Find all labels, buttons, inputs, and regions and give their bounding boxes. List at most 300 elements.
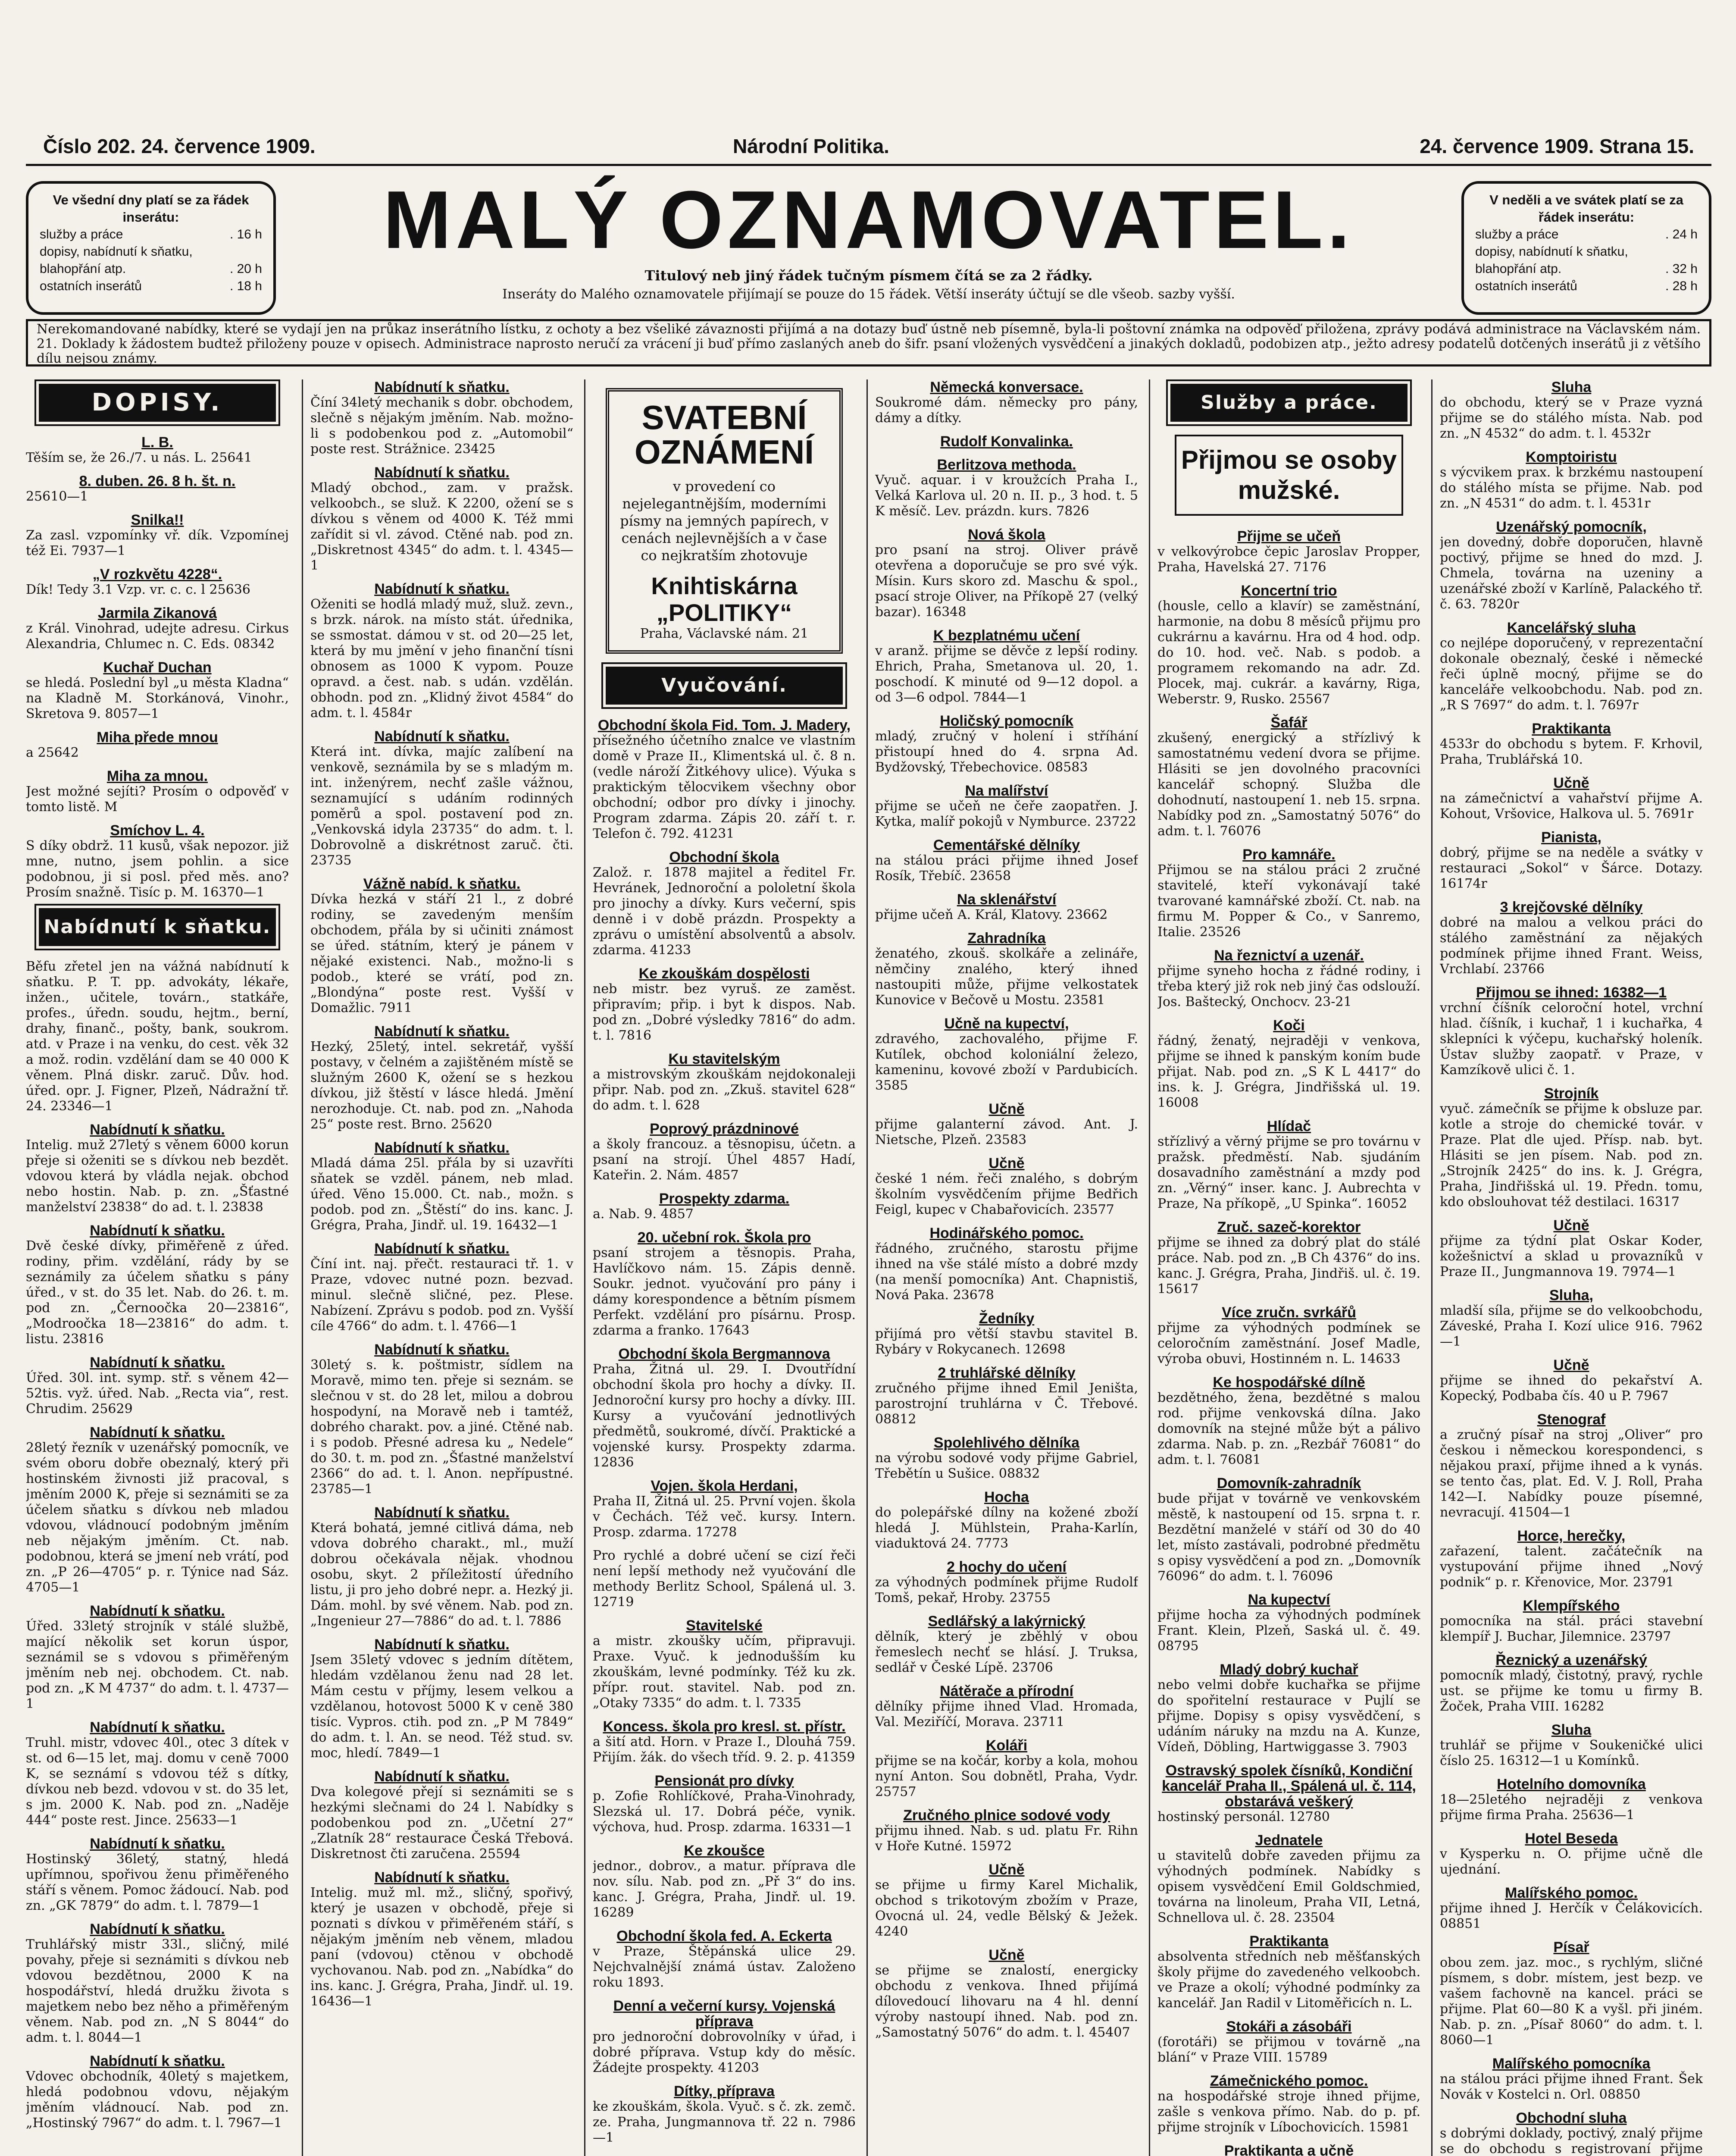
classified-ad bbox=[1157, 948, 1420, 1010]
ad-heading: Koncertní trio bbox=[1241, 583, 1337, 599]
price-item: ostatních inserátů bbox=[1475, 279, 1577, 293]
ad-heading: Přijme se učeň bbox=[1237, 528, 1341, 545]
section-header bbox=[26, 174, 1711, 367]
classified-ad bbox=[875, 1559, 1138, 1606]
ad-body: Dva kolegové přejí si seznámiti se s hezkými slečnami do 24 l. Nabídky s podobenkou pod zn. „Učetní 27“ „Zlatník 28“ restaurace Česká Třebová. Diskretnost čti zaručena. 25594 bbox=[310, 1784, 573, 1861]
classified-ad bbox=[26, 567, 289, 598]
classified-ad bbox=[1440, 620, 1703, 713]
classified-ad bbox=[310, 876, 573, 1016]
ad-body: Praha II, Žitná ul. 25. První vojen. škola v Čechách. Též več. kursy. Intern. Prosp. zdarma. 17278 bbox=[593, 1494, 856, 1540]
ad-body: co nejlépe doporučený, v reprezentační dokonale obeznalý, české i německé řeči úplně mocný, přijme se do kanceláře velkoobchodu. Nab. pod zn. „R S 7697“ do adm. t. l. 7697r bbox=[1440, 636, 1703, 713]
classified-ad bbox=[26, 768, 289, 815]
ad-heading: Sluha, bbox=[1549, 1287, 1594, 1304]
ad-body: dělníky přijme ihned Vlad. Hromada, Val. Meziříčí, Morava. 23711 bbox=[875, 1699, 1138, 1730]
classified-ad bbox=[1440, 1940, 1703, 2048]
ad-heading: Učně bbox=[1553, 775, 1589, 791]
ad-body: v Kysperku n. O. přijme učně dle ujednání. bbox=[1440, 1846, 1703, 1877]
ad-heading: Snilka!! bbox=[131, 512, 184, 528]
ad-body: u stavitelů dobře zaveden přijmu za výhodných podmínek. Nabídky s opisem vysvědčení Emil Goldschmied, továrna na linoleum, Praha VII, Letná, Schnellova ul. č. 28. 23504 bbox=[1157, 1848, 1420, 1925]
ad-body: 25610—1 bbox=[26, 489, 88, 504]
ad-heading: Vážně nabíd. k sňatku. bbox=[363, 876, 521, 892]
classified-ad bbox=[875, 892, 1138, 923]
ad-heading: Obchodní škola Bergmannova bbox=[618, 1346, 830, 1362]
ad-body: Běfu zřetel jen na vážná nabídnutí k sňatku. P. T. pp. advokáty, lékaře, inžen., učitele, továrn., statkáře, profes., úředn. soudu, hejtm., berní, drahy, finanč., pošty, bank, soukrom. atd. v Praze i na venku, do cest. věk 32 a mož. rodin. vzdělání dam se 40 000 K věnem. Plná diskr. zaruč. Dův. hod. úřed. opr. J. Figner, Plzeň, Nádražní tř. 24. 23346—1 bbox=[26, 959, 289, 1114]
ad-heading: Komptoiristu bbox=[1526, 449, 1617, 465]
price-row bbox=[1475, 243, 1698, 260]
ad-body: Za zasl. vzpomínky vř. dík. Vzpomínej též Ei. 7937—1 bbox=[26, 528, 289, 558]
ad-heading: Nabídnutí k sňatku. bbox=[90, 1424, 225, 1441]
classified-ad bbox=[1440, 1218, 1703, 1280]
ad-body: bude přijat v továrně ve venkovském městě, k nastoupení od 15. srpna t. r. Bezdětní manželé v stáří od 30 do 40 let, místo zastávali, podrobné předmětu s opisy vysvědčení a pod zn. „Domovník 76096“ do adm. t. l. 76096 bbox=[1157, 1491, 1420, 1584]
ad-body: přijme se na kočár, korby a kola, mohou nyní Anton. Sou dobnětl, Praha, Vydr. 25757 bbox=[875, 1753, 1138, 1799]
page-info: 24. července 1909. Strana 15. bbox=[1420, 135, 1694, 157]
price-item: blahopřání atp. bbox=[40, 262, 126, 276]
classified-ad bbox=[1440, 379, 1703, 442]
ad-heading: Hotel Beseda bbox=[1525, 1830, 1618, 1847]
classified-ad bbox=[26, 660, 289, 722]
price-box-title: Ve všední dny platí se za řádek inserátu: bbox=[53, 192, 249, 225]
ad-heading: Dítky, příprava bbox=[674, 2083, 775, 2100]
column-rule bbox=[1149, 379, 1150, 2156]
classified-ad bbox=[1157, 1476, 1420, 1584]
ad-heading: Učně na kupectví, bbox=[944, 1015, 1069, 1032]
ad-body: hostinský personál. 12780 bbox=[1157, 1809, 1330, 1824]
ad-body: 30letý s. k. poštmistr, sídlem na Moravě, mimo ten. přeje si seznám. se slečnou v st. do 28 let, milou a dobrou hospodyní, na Moravě neb i tamtéž, dobrého charakt. pov. a jiné. Ctěné nab. i s podob. Přesné adresa ku „ Nedele“ do 30. t. m. pod zn. „Šťastné manželství 2366“ do ad. t. l. Anon. nepřípustné. 23785—1 bbox=[310, 1357, 573, 1497]
ad-body: bezdětného, žena, bezdětné s malou rod. přijme venkovská dílna. Jako domovník na stejné může být a pálivo zdarma. Nab. p. zn. „Rezbář 76081“ do adm. t. l. 76081 bbox=[1157, 1390, 1420, 1467]
classified-ad bbox=[875, 931, 1138, 1008]
ad-body: pro jednoroční dobrovolníky v úřad, i dobré příprava. Vstup kdy do měsíc. Žádejte prospekty. 41203 bbox=[593, 2029, 856, 2075]
ad-body: na hospodářské stroje ihned přijme, zašle s venkova přímo. Nab. do p. pf. přijme strojník v Líbochovicích. 15981 bbox=[1157, 2089, 1420, 2135]
ad-body: pro psaní na stroj. Oliver právě otevřena a doporučuje se pro své výk. Mísin. Kurs skoro zd. Maschu & spol., psací stroje Oliver, na Příkopě 27 (velký bazar). 16348 bbox=[875, 542, 1138, 620]
ad-body: do polepářské dílny na kožené zboží hledá J. Mühlstein, Praha-Karlín, viaduktová 24. 7773 bbox=[875, 1505, 1138, 1551]
ad-heading: Zruč. sazeč-korektor bbox=[1217, 1219, 1361, 1235]
ad-body: přijme se ihned za dobrý plat do stálé práce. Nab. pod zn. „B Ch 4376“ do ins. kanc. J. Grégra, Praha, Jindřiš. ul. č. 19. 15617 bbox=[1157, 1235, 1420, 1297]
newspaper-page bbox=[26, 129, 1711, 2156]
column-5 bbox=[1157, 379, 1420, 2156]
ads-list bbox=[1157, 529, 1420, 2156]
ad-body: Úřed. 30l. int. symp. stř. s věnem 42—52tis. vyž. úřed. Nab. „Recta via“, rest. Chrudim. 25629 bbox=[26, 1370, 289, 1416]
ad-heading: Zámečnického pomoc. bbox=[1210, 2073, 1368, 2089]
ad-heading: Ostravský spolek čísníků, Kondiční kancelář Praha II., Spálená ul. č. 114, obstarává veškerý bbox=[1162, 1762, 1416, 1810]
classified-ad bbox=[310, 1505, 573, 1629]
price-box-title: V neděli a ve svátek platí se za řádek inserátu: bbox=[1489, 192, 1683, 225]
ad-body: p. Zofie Rohlíčkové, Praha-Vinohrady, Slezská ul. 17. Dobrá péče, vynik. výchova, hud. Prosp. zdarma. 16331—1 bbox=[593, 1789, 856, 1835]
classified-ad bbox=[593, 849, 856, 958]
classified-ad bbox=[875, 1738, 1138, 1800]
ad-heading: Nabídnutí k sňatku. bbox=[374, 464, 510, 481]
ad-heading: Stenograf bbox=[1537, 1411, 1606, 1428]
column-rule bbox=[866, 379, 868, 2156]
price-value: . 20 h bbox=[229, 262, 262, 276]
ad-body: Intelig. muž ml. mž., sličný, spořivý, který je usazen v obchodě, přeje si poznati s dívkou v přiměřeném stáří, s nějakým jměním neb věnem, mladou paní (vdovou) ctěnou v obchodě vychovanou. Nab. pod zn. „Nabídka“ do ins. kanc. J. Grégra, Praha, Jindř. ul. 19. 16436—1 bbox=[310, 1885, 573, 2009]
ad-body: za výhodných podmínek přijme Rudolf Tomš, pekař, Hroby. 23755 bbox=[875, 1575, 1138, 1605]
section-rules: Inseráty do Malého oznamovatele přijímají se pouze do 15 řádek. Větší inseráty účtují se dle všeob. sazby vyšší. bbox=[502, 287, 1235, 302]
classified-ad bbox=[26, 473, 289, 505]
classified-ad bbox=[1157, 1219, 1420, 1297]
ad-body: truhlář se přijme v Soukeničké ulici číslo 25. 16312—1 u Komínků. bbox=[1440, 1738, 1703, 1768]
classified-ad bbox=[26, 959, 289, 1114]
ad-heading: Stavitelské bbox=[686, 1617, 763, 1634]
ad-body: pomocníka na stál. práci stavební klempíř J. Buchar, Jilemnice. 23797 bbox=[1440, 1614, 1703, 1644]
ad-heading: Učně bbox=[1553, 1217, 1589, 1234]
administration-notice: Nerekomandované nabídky, které se vydají jen na průkaz inserátního lístku, z ochoty a bez všeliké závaznosti přijímá a na dotazy buď ústně neb písemně, byla-li poštovní známka na odpověď přiložena, zprávy podává administrace na Václavském nám. 21. Doklady k žádostem budtež přiloženy pouze v opisech. Administrace naprosto neručí za vrácení ji buď přímo zaslaných aneb do šifr. psaní vložených vysvědčení a jinakých dokladů, podobizen atp., ježto adresy podatelů dotčených inserátů ji z většího dílu nejsou známy. bbox=[26, 319, 1711, 367]
ad-heading: Hlídač bbox=[1267, 1118, 1311, 1134]
ad-heading: Ke zkouškám dospělosti bbox=[638, 965, 810, 982]
ad-body: Která int. dívka, majíc zalíbení na venkově, seznámila by se s mladým m. int. inženýrem, nechť zašle vážnou, seznamující s udáním rodinných poměrů a spol. postavení pod zn. „Venkovská idyla 23735“ do adm. t. l. Dobrovolně a diskrétnost zaruč. čti. 23735 bbox=[310, 744, 573, 868]
ad-heading: Hocha bbox=[984, 1489, 1029, 1505]
ad-heading: Malířského pomoc. bbox=[1505, 1885, 1638, 1901]
ad-heading: Sedlářský a lakýrnický bbox=[928, 1613, 1085, 1630]
ad-body: a mistrovským zkouškám nejdokonaleji připr. Nab. pod zn. „Zkuš. stavitel 628“ do adm. t. l. 628 bbox=[593, 1067, 856, 1113]
classified-ad bbox=[310, 729, 573, 868]
ad-body: mladý, zručný v holení i stříhání přistoupí hned do 4. srpna Ad. Bydžovský, Třebechovice. 08583 bbox=[875, 729, 1138, 775]
ad-heading: Nabídnutí k sňatku. bbox=[90, 1836, 225, 1852]
ad-body: Hostinský 36letý, statný, hledá upřímnou, spořivou ženu přiměřeného stáří s věnem. Pomoc žádoucí. Nab. pod zn. „GK 7879“ do adm. t. l. 7879—1 bbox=[26, 1852, 289, 1913]
ad-body: (housle, cello a klavír) se zaměstnání, harmonie, na dobu 8 měsíců přijmu pro cukrárnu a kavárnu. Hra od 4 hod. odp. do 10. hod. več. Nab. s podob. a programem rekomando na adr. Zd. Plocek, maj. cukrár. a kavárny, Riga, Weberstr. 9, Rusko. 25567 bbox=[1157, 599, 1420, 707]
ad-body: Dívka hezká v stáří 21 l., z dobré rodiny, se zavedeným menším obchodem, přála by si učiniti známost se úřed. státním, který je pánem v nějaké existenci. Nab., možno-li s podob., které se vrátí, pod zn. „Blondýna“ poste rest. Vyšší v Domažlic. 7911 bbox=[310, 892, 573, 1015]
price-item: dopisy, nabídnutí k sňatku, bbox=[1475, 244, 1628, 259]
classified-ad bbox=[26, 1122, 289, 1215]
ad-body: psaní strojem a těsnopis. Praha, Havlíčkovo nám. 15. Zápis denně. Soukr. jednot. vyučování pro pány i dámy korespondence a bětním písmem Perfekt. vzdělání pro písárnu. Prosp. zdarma a franko. 17643 bbox=[593, 1245, 856, 1338]
ad-body: na stálou práci přijme ihned Josef Rosík, Třebíč. 23658 bbox=[875, 853, 1138, 884]
price-item: dopisy, nabídnutí k sňatku, bbox=[40, 244, 193, 259]
ad-body: Truhlářský mistr 33l., sličný, milé povahy, přeje si seznámiti s dívkou neb vdovou bezdětnou, 2000 K na hospodářství, hledá družku života s majetkem nebo bez něho a přiměřeným věnem. Nab. pod zn. „N S 8044“ do adm. t. l. 8044—1 bbox=[26, 1937, 289, 2045]
ad-body: se přijme u firmy Karel Michalik, obchod s trikotovým zbožím v Praze, Ovocná ul. 24, vedle Bělský & Ježek. 4240 bbox=[875, 1877, 1138, 1939]
ad-body: mladší síla, přijme se do velkoobchodu, Záveské, Praha I. Kozí ulice 916. 7962—1 bbox=[1440, 1303, 1703, 1349]
classified-ad bbox=[1440, 519, 1703, 612]
ad-heading: Řeznický a uzenářský bbox=[1495, 1652, 1647, 1668]
ads-list bbox=[1440, 379, 1703, 2156]
banner-dopisy: DOPISY. bbox=[39, 384, 276, 422]
column-rule bbox=[1431, 379, 1433, 2156]
ad-heading: Přijmou se ihned: 16382—1 bbox=[1476, 984, 1667, 1001]
ad-body: Číní int. naj. přečt. restauraci tř. 1. v Praze, vdovec nutné pozn. bezvad. minul. slečně sličné, pez. Plese. Nabízení. Zprávu s podob. pod zn. Vyšší cíle 4766“ do adm. t. l. 4766—1 bbox=[310, 1257, 573, 1334]
ad-heading: Učně bbox=[1553, 1357, 1589, 1373]
price-row bbox=[40, 243, 262, 260]
classified-ad bbox=[875, 1808, 1138, 1854]
ad-body: přijme za týdní plat Oskar Koder, kožešnictví a sklad u provazníků v Praze II., Jungmannova 19. 7974—1 bbox=[1440, 1233, 1703, 1279]
banner-sluzby: Služby a práce. bbox=[1170, 384, 1408, 422]
ad-body: přijme galanterní závod. Ant. J. Nietsche, Plzeň. 23583 bbox=[875, 1117, 1138, 1147]
classified-ad bbox=[26, 823, 289, 900]
ad-body: a mistr. zkoušky učím, připravuji. Praxe. Vyuč. k jednodušším ku zkouškám, levné podmínky. Též ku zk. přípr. rout. stavitel. Nab. pod zn. „Otaky 7335“ do adm. t. l. 7335 bbox=[593, 1633, 856, 1711]
ad-heading: Spolehlivého dělníka bbox=[933, 1435, 1080, 1451]
classified-ad bbox=[875, 1947, 1138, 2040]
ad-heading: Prospekty zdarma. bbox=[659, 1191, 790, 1207]
ad-heading: Stokáři a zásobáři bbox=[1226, 2018, 1352, 2035]
classified-ad bbox=[1157, 529, 1420, 575]
ad-heading: Poprový prázdninové bbox=[650, 1121, 799, 1137]
ad-heading: Nabídnutí k sňatku. bbox=[374, 581, 510, 597]
ad-heading: Kuchař Duchan bbox=[103, 659, 212, 676]
ad-heading: Koláři bbox=[985, 1737, 1028, 1754]
ad-heading: Mladý dobrý kuchař bbox=[1220, 1661, 1358, 1678]
classified-ad bbox=[26, 1836, 289, 1914]
ad-heading: Ke zkoušce bbox=[684, 1843, 765, 1859]
classified-ad bbox=[875, 1156, 1138, 1218]
classified-ad bbox=[593, 1478, 856, 1540]
classified-ad bbox=[1157, 1934, 1420, 2011]
classified-ad bbox=[875, 1683, 1138, 1730]
classified-ad bbox=[1157, 2073, 1420, 2135]
masthead bbox=[26, 129, 1711, 166]
classified-ad bbox=[1157, 1763, 1420, 1825]
ad-heading: Sluha bbox=[1551, 379, 1592, 395]
ad-body: Která bohatá, jemné citlivá dáma, neb vdova dobrého charakt., ml., muží dobrou očekávala nějak. vhodnou osobu, skyt. 2 příležitostí úředního listu, ji pro jeho dobré nepr. a. Hezký ji. Dám. mohl. by své věnem. Nab. pod zn. „Ingenieur 27—7886“ do ad. t. l. 7886 bbox=[310, 1520, 573, 1629]
classified-ad bbox=[593, 1928, 856, 1990]
classified-ad bbox=[310, 465, 573, 573]
classified-ad bbox=[875, 1365, 1138, 1427]
ad-company: Knihtiskárna „POLITIKY“ bbox=[651, 572, 798, 626]
column-3 bbox=[593, 379, 856, 2156]
ad-heading: Učně bbox=[988, 1155, 1025, 1172]
ad-heading: Učně bbox=[988, 1101, 1025, 1117]
ads-list bbox=[593, 718, 856, 2146]
ad-body: zařazení, talent. začátečník na vystupování přijme ihned „Nový podnik“ p. r. Křenovice, Mor. 23791 bbox=[1440, 1544, 1703, 1590]
ad-body: Jest možné sejíti? Prosím o odpověď v tomto listě. M bbox=[26, 784, 289, 815]
ad-text: v provedení co nejelegantnějším, moderními písmy na jemných papírech, v cenách nejlevnějších a v čase co nejkratším zhotovuje bbox=[620, 478, 829, 564]
ad-heading: Denní a večerní kursy. Vojenská příprava bbox=[613, 1998, 835, 2030]
classified-ad bbox=[593, 1051, 856, 1113]
ad-body: ženatého, zkouš. skolkáře a zelináře, němčiny znalého, který ihned nastoupiti může, přijme velkostatek Kunovice v Bečově u Mostu. 23581 bbox=[875, 946, 1138, 1008]
ad-body: S díky obdrž. 11 kusů, však nepozor. již mne, nutno, jsem pohlin. a sice podobnou, ji si posl. před měs. ano? Prosím snažně. Tisíc p. M. 16370—1 bbox=[26, 838, 289, 900]
ad-heading: Obchodní škola fed. A. Eckerta bbox=[616, 1928, 832, 1944]
price-row bbox=[40, 260, 262, 278]
classified-ad bbox=[593, 1843, 856, 1921]
ad-heading: 8. duben. 26. 8 h. št. n. bbox=[79, 473, 236, 489]
classified-ad bbox=[26, 730, 289, 761]
column-2 bbox=[310, 379, 573, 2156]
price-item: ostatních inserátů bbox=[40, 279, 142, 293]
ad-body: na zámečnictví a vahařství přijme A. Kohout, Vršovice, Halkova ul. 5. 7691r bbox=[1440, 791, 1703, 821]
section-title: MALÝ OZNAMOVATEL. bbox=[383, 174, 1354, 266]
ad-body: Soukromé dám. německy pro pány, dámy a dítky. bbox=[875, 395, 1138, 426]
classified-ad bbox=[875, 1489, 1138, 1551]
ad-body: s dobrými doklady, poctivý, znalý přijme se do obchodu s registrovaní přijme bbox=[1440, 2126, 1703, 2156]
ad-heading: Sluha bbox=[1551, 1722, 1592, 1738]
classified-ad bbox=[1157, 1662, 1420, 1755]
classified-ad bbox=[26, 435, 289, 466]
classified-ad bbox=[1157, 1305, 1420, 1367]
ad-heading: Koči bbox=[1273, 1017, 1305, 1034]
ad-heading: Německá konversace. bbox=[930, 379, 1083, 395]
ad-body: 4533r do obchodu s bytem. F. Krhovil, Praha, Trublářská 10. bbox=[1440, 736, 1703, 767]
ad-body: a šití atd. Horn. v Praze I., Dlouhá 759. Přijím. žák. do všech tříd. 9. 2. p. 41359 bbox=[593, 1734, 856, 1765]
classified-ad bbox=[1440, 1652, 1703, 1714]
classified-ad bbox=[1440, 1722, 1703, 1769]
ad-heading: Praktikanta a učně bbox=[1224, 2143, 1354, 2156]
classified-ad bbox=[1157, 1375, 1420, 1468]
ad-heading: Zahradníka bbox=[967, 930, 1046, 946]
ad-heading: K bezplatnému učení bbox=[933, 627, 1080, 644]
issue-info: Číslo 202. 24. července 1909. bbox=[43, 135, 316, 157]
ad-heading: Klempířského bbox=[1523, 1598, 1620, 1614]
ad-body: Intelig. muž 27letý s věnem 6000 korun přeje si oženiti se s dívkou neb bezdět. vdovou která by vládla nejak. obchod nebo hostin. Nab. p. zn. „Šťastné manželství 23838“ do ad. t. l. 23838 bbox=[26, 1138, 289, 1215]
classified-ad bbox=[1157, 2019, 1420, 2065]
section-subtitle: Titulový neb jiný řádek tučným písmem čítá se za 2 řádky. bbox=[644, 267, 1093, 284]
men-hiring-box: Přijmou se osoby mužské. bbox=[1175, 435, 1403, 516]
ad-heading: 20. učební rok. Škola pro bbox=[637, 1229, 811, 1246]
paper-title: Národní Politika. bbox=[733, 135, 889, 157]
ad-heading: Nabídnutí k sňatku. bbox=[374, 1869, 510, 1886]
ad-heading: Obchodní škola Fid. Tom. J. Madery, bbox=[597, 717, 851, 733]
ad-body: na stálou práci přijme ihned Frant. Šek Novák v Kostelci n. Orl. 08850 bbox=[1440, 2071, 1703, 2102]
classified-ad bbox=[1440, 1412, 1703, 1520]
classified-ad bbox=[1440, 2110, 1703, 2156]
ad-heading: Holičský pomocník bbox=[940, 713, 1073, 729]
ad-body: a 25642 bbox=[26, 745, 79, 760]
ad-heading: Učně bbox=[988, 1947, 1025, 1963]
price-item: blahopřání atp. bbox=[1475, 262, 1562, 276]
classified-ad bbox=[1440, 1528, 1703, 1590]
ad-body: přijímá pro větší stavbu stavitel B. Rybáry v Rokycanech. 12698 bbox=[875, 1326, 1138, 1357]
holiday-price-box bbox=[1461, 181, 1711, 315]
ad-heading: Obchodní sluha bbox=[1516, 2110, 1627, 2126]
price-value: . 28 h bbox=[1665, 279, 1698, 293]
ad-body: zdravého, zachovalého, přijme F. Kutílek, obchod koloniální železo, kameninu, kovové zboží v Pardubicích. 3585 bbox=[875, 1031, 1138, 1093]
ad-body: Číní 34letý mechanik s dobr. obchodem, slečně s nějakým jměním. Nab. možno-li s podobenkou pod z. „Automobil“ poste rest. Strážnice. 23425 bbox=[310, 395, 573, 457]
classified-ad bbox=[1440, 899, 1703, 977]
classified-ad bbox=[593, 718, 856, 842]
classified-ad bbox=[875, 1101, 1138, 1148]
ad-headline: SVATEBNÍ OZNÁMENÍ bbox=[635, 398, 814, 471]
classified-ad bbox=[875, 1862, 1138, 1940]
ad-heading: 2 hochy do učení bbox=[947, 1559, 1067, 1575]
ad-heading: Kancelářský sluha bbox=[1507, 620, 1636, 636]
ad-body: neb mistr. bez vyruš. ze zaměst. připravím; přip. i byt k dispos. Nab. pod zn. „Dobré výsledky 7816“ do adm. t. l. 7816 bbox=[593, 981, 856, 1043]
ad-body: do obchodu, který se v Praze vyzná přijme se do stálého místa. Nab. pod zn. „N 4532“ do adm. t. l. 4532r bbox=[1440, 395, 1703, 441]
classified-ad bbox=[1157, 1018, 1420, 1111]
ad-body: v aranž. přijme se děvče z lepší rodiny. Ehrich, Praha, Smetanova ul. 20, 1. poschodí. K minuté od 9—12 dopol. a od 3—6 odpol. 7844—1 bbox=[875, 643, 1138, 705]
ad-body: přijme učeň A. Král, Klatovy. 23662 bbox=[875, 907, 1108, 922]
ad-body: přísežného účetního znalce ve vlastním domě v Praze II., Klimentská ul. č. 8 n. (vedle nároží Žitkéhovy ulice). Výuka s praktickým tělocvikem všechny obor obchodní; odbor pro dívky i jinochy. Program zdarma. Zápis 20. září t. r. Telefon č. 792. 41231 bbox=[593, 733, 856, 841]
ad-heading: Horce, herečky, bbox=[1517, 1528, 1626, 1544]
ad-body: Truhl. mistr, vdovec 40l., otec 3 dítek v st. od 6—15 let, maj. domu v ceně 7000 K, se seznámí s vdovou též s dítky, dívkou neb bezd. vdovou v st. do 35 let, s jm. 2000 K. Nab. pod zn. „Naděje 444“ poste rest. Jince. 25633—1 bbox=[26, 1735, 289, 1828]
ad-body: zkušený, energický a střízlivý k samostatnému vedení dvora se přijme. Hlásiti se jen dovolného pracovníci kancelář schopný. Služba dle dohodnutí, nastoupení 1. neb 15. srpna. Nabídky pod zn. „Samostatný 5076“ do adm. t. l. 76076 bbox=[1157, 730, 1420, 839]
ad-body: a školy francouz. a těsnopisu, účetn. a psaní na strojí. Úhel 4857 Hadí, Kateřin. 2. Nám. 4857 bbox=[593, 1137, 856, 1183]
ad-heading: Na sklenářství bbox=[957, 891, 1057, 908]
ad-body: Založ. r. 1878 majitel a ředitel Fr. Hevránek, Jednoroční a pololetní škola pro jinochy a dívky. Kurs večerní, spis denně i v době prázdn. Prospekty a zprávu o umístění absolventů a absolv. zdarma. 41233 bbox=[593, 865, 856, 958]
ad-body: přijme syneho hocha z řádné rodiny, i třeba který již rok neb jiný čas odslouží. Jos. Baštecký, Onchocv. 23-21 bbox=[1157, 963, 1420, 1009]
ad-heading: Vojen. škola Herdani, bbox=[651, 1478, 798, 1494]
classified-ad bbox=[593, 1346, 856, 1470]
price-row bbox=[40, 278, 262, 295]
ad-body: Těším se, že 26./7. u nás. L. 25641 bbox=[26, 450, 252, 465]
classified-ad bbox=[593, 2084, 856, 2146]
classified-ad bbox=[310, 1870, 573, 2009]
ad-body: Mladá dáma 25l. přála by si uzavříti sňatek se vzděl. pánem, neb mlad. úřed. Věno 15.000. Ct. nab., možn. s podob. pod zn. „Štěstí“ do ins. kanc. J. Grégra, Praha, Jindř. ul. 19. 16432—1 bbox=[310, 1156, 573, 1233]
price-rows bbox=[1475, 226, 1698, 295]
price-value: . 32 h bbox=[1665, 262, 1698, 276]
weekday-price-box bbox=[26, 181, 276, 315]
ad-body: Oženiti se hodlá mladý muž, služ. zevn., s brzk. nárok. na místo stát. úřednika, se ssmostat. dámou v st. od 20—25 let, která by mu jmění v jeho finanční tísni obnosem as 1000 K vypom. Pouze opravd. a čest. nab. s udán. vzdělán. obhodn. pod zn. „Klidný život 4584“ do adm. t. l. 4584r bbox=[310, 597, 573, 721]
banner-vyucovani: Vyučování. bbox=[606, 667, 843, 705]
ad-heading: Zručného plnice sodové vody bbox=[903, 1807, 1110, 1824]
ad-heading: Koncess. škola pro kresl. st. přístr. bbox=[603, 1718, 846, 1735]
ad-heading: Více zručn. svrkářů bbox=[1222, 1304, 1356, 1321]
classified-ad bbox=[593, 1998, 856, 2076]
classified-ad bbox=[593, 1548, 856, 1610]
ad-heading: Miha přede mnou bbox=[97, 729, 218, 746]
ad-body: jen dovedný, dobře doporučen, hlavně poctivý, přijme se hned do mzd. J. Chmela, továrna na uzeniny a uzenářské zboží v Karlíně, Palackého tř. č. 63. 7820r bbox=[1440, 535, 1703, 612]
ad-body: Jsem 35letý vdovec s jedním dítětem, hledám vzdělanou ženu nad 28 let. Mám cestu v příjmy, lesem velkou a vzdělanou, hotovost 5000 K v ceně 380 tisíc. Vypros. ctih. pod zn. „P M 7849“ do adm. t. l. An. se neod. Též stud. sv. moc, hledí. 7849—1 bbox=[310, 1652, 573, 1761]
classified-ad bbox=[593, 966, 856, 1044]
ad-body: Úřed. 33letý strojník v stálé službě, mající několik set korun úspor, seznámil se s vdovou s přiměřeným jměním neb nej. obchodem. Ct. nab. pod zn. „K M 4737“ do adm. t. l. 4737—1 bbox=[26, 1619, 289, 1711]
classified-ad bbox=[1157, 1592, 1420, 1654]
ad-heading: 3 krejčovské dělníky bbox=[1500, 899, 1643, 915]
classified-ad bbox=[875, 457, 1138, 519]
ad-body: se hledá. Poslední byl „u města Kladna“ na Kladně M. Storkánová, Vinohr., Skretova 9. 8057—1 bbox=[26, 675, 289, 721]
ad-body: Dík! Tedy 3.1 Vzp. vr. c. c. l 25636 bbox=[26, 582, 250, 597]
ad-body: přijme se ihned do pekařství A. Kopecký, Podbaba čís. 40 u P. 7967 bbox=[1440, 1373, 1703, 1404]
ad-body: Vyuč. aquar. i v kroužcích Praha I., Velká Karlova ul. 20 n. II. p., 3 hod. t. 5 K měsíč. Lev. prázdn. kurs. 7826 bbox=[875, 473, 1138, 519]
ad-heading: Praktikanta bbox=[1249, 1933, 1329, 1949]
ad-heading: Pro kamnáře. bbox=[1242, 846, 1336, 863]
classified-ad bbox=[1440, 449, 1703, 511]
ad-body: vrchní číšník celoroční hotel, vrchní hlad. číšník, i kuchař, 1 i kuchařka, 4 sklepníci k výčepu, kuchařský holeník. Ústav služby zaopatř. v Praze, v Kamzíkově ulici č. 1. bbox=[1440, 1000, 1703, 1078]
classified-ad bbox=[1440, 985, 1703, 1078]
ad-body: přijmu ihned. Nab. s ud. platu Fr. Rihn v Hoře Kutné. 15972 bbox=[875, 1823, 1138, 1854]
ad-body: na výrobu sodové vody přijme Gabriel, Třebětín u Sušice. 08832 bbox=[875, 1451, 1138, 1481]
classified-ad bbox=[875, 527, 1138, 620]
ad-body: ke zkouškám, škola. Vyuč. s č. zk. zemč. ze. Praha, Jungmannova tř. 22 n. 7986—1 bbox=[593, 2099, 856, 2145]
ads-list bbox=[26, 435, 289, 2131]
ad-body: (forotáři) se přijmou v továrně „na blání“ v Praze VIII. 15789 bbox=[1157, 2034, 1420, 2065]
classified-ad bbox=[26, 1603, 289, 1712]
ad-heading: Nabídnutí k sňatku. bbox=[90, 2053, 225, 2069]
ad-heading: Nabídnutí k sňatku. bbox=[374, 1140, 510, 1156]
classified-ad bbox=[1157, 715, 1420, 839]
ad-heading: Nabídnutí k sňatku. bbox=[90, 1122, 225, 1138]
classified-ad bbox=[593, 1191, 856, 1222]
classified-ad bbox=[593, 1230, 856, 1338]
classified-ad bbox=[1157, 847, 1420, 940]
ad-heading: Nabídnutí k sňatku. bbox=[90, 1603, 225, 1619]
ad-body: a zručný písař na stroj „Oliver“ pro českou i německou korespondenci, s nějakou praxí, přijme ihned a k vynás. se tento čas, plat. Ed. V. J. Roll, Praha 142—I. Nabídky pouze písemné, nevracují. 41504—1 bbox=[1440, 1427, 1703, 1520]
price-value: . 16 h bbox=[229, 227, 262, 241]
classified-ad bbox=[310, 1140, 573, 1233]
classified-ad bbox=[1157, 583, 1420, 707]
classified-ad bbox=[26, 1223, 289, 1347]
classified-ad bbox=[310, 1024, 573, 1132]
ad-body: řádný, ženatý, nejraději v venkova, přijme se ihned k panským koním bude přijat. Nab. pod zn. „S K L 4417“ do ins. k. J. Grégra, Jindřišská ul. 19. 16008 bbox=[1157, 1033, 1420, 1110]
ad-heading: L. B. bbox=[141, 434, 173, 451]
ad-heading: Ke hospodářské dílně bbox=[1213, 1374, 1365, 1391]
ad-body: přijme ihned J. Herčík v Čelákovicích. 08851 bbox=[1440, 1901, 1703, 1931]
ad-heading: Nabídnutí k sňatku. bbox=[90, 1719, 225, 1736]
ad-body: v velkovýrobce čepic Jaroslav Propper, Praha, Havelská 27. 7176 bbox=[1157, 544, 1420, 575]
wedding-announcement-ad bbox=[606, 388, 843, 654]
ad-heading: Písař bbox=[1553, 1939, 1589, 1955]
banner-nabidnuti: Nabídnutí k sňatku. bbox=[39, 908, 276, 946]
ad-heading: Nabídnutí k sňatku. bbox=[374, 1768, 510, 1785]
classified-ad bbox=[26, 512, 289, 559]
classified-ad bbox=[593, 1618, 856, 1711]
ad-body: pomocník mladý, čistotný, pravý, rychle ust. se přijme ke tomu u firmy B. Žoček, Praha VIII. 16282 bbox=[1440, 1668, 1703, 1714]
ad-body: Hezký, 25letý, intel. sekretář, vyšší postavy, v čelném a zajištěném místě se služným 2600 K, ožení se s hezkou dívkou, již štěstí v lásce hledá. Jmění nerozhoduje. Ct. nab. pod zn. „Nahoda 25“ poste rest. Brno. 25620 bbox=[310, 1039, 573, 1132]
ad-heading: Uzenářský pomocník, bbox=[1496, 519, 1647, 535]
ad-heading: Nabídnutí k sňatku. bbox=[90, 1222, 225, 1239]
ad-body: Praha, Žitná ul. 29. I. Dvoutřídní obchodní škola pro hochy a dívky. II. Jednoroční kursy pro hochy a dívky. III. Kursy a vyučování jednotlivých předmětů, soukromé, dívčí. Praktické a vojenské kursy. Prospekty zdarma. 12836 bbox=[593, 1362, 856, 1470]
column-4 bbox=[875, 379, 1138, 2156]
ad-heading: Jednatele bbox=[1255, 1832, 1323, 1849]
ad-heading: Strojník bbox=[1544, 1085, 1599, 1102]
ad-heading: Žedníky bbox=[979, 1310, 1035, 1327]
classified-ad bbox=[1157, 2143, 1420, 2156]
classified-ad bbox=[593, 1773, 856, 1835]
ad-body: dělník, který je zběhlý v obou řemeslech nechť se hlásí. J. Truksa, sedlář v České Lípě. 23706 bbox=[875, 1629, 1138, 1675]
ad-heading: Rudolf Konvalinka. bbox=[940, 433, 1073, 450]
